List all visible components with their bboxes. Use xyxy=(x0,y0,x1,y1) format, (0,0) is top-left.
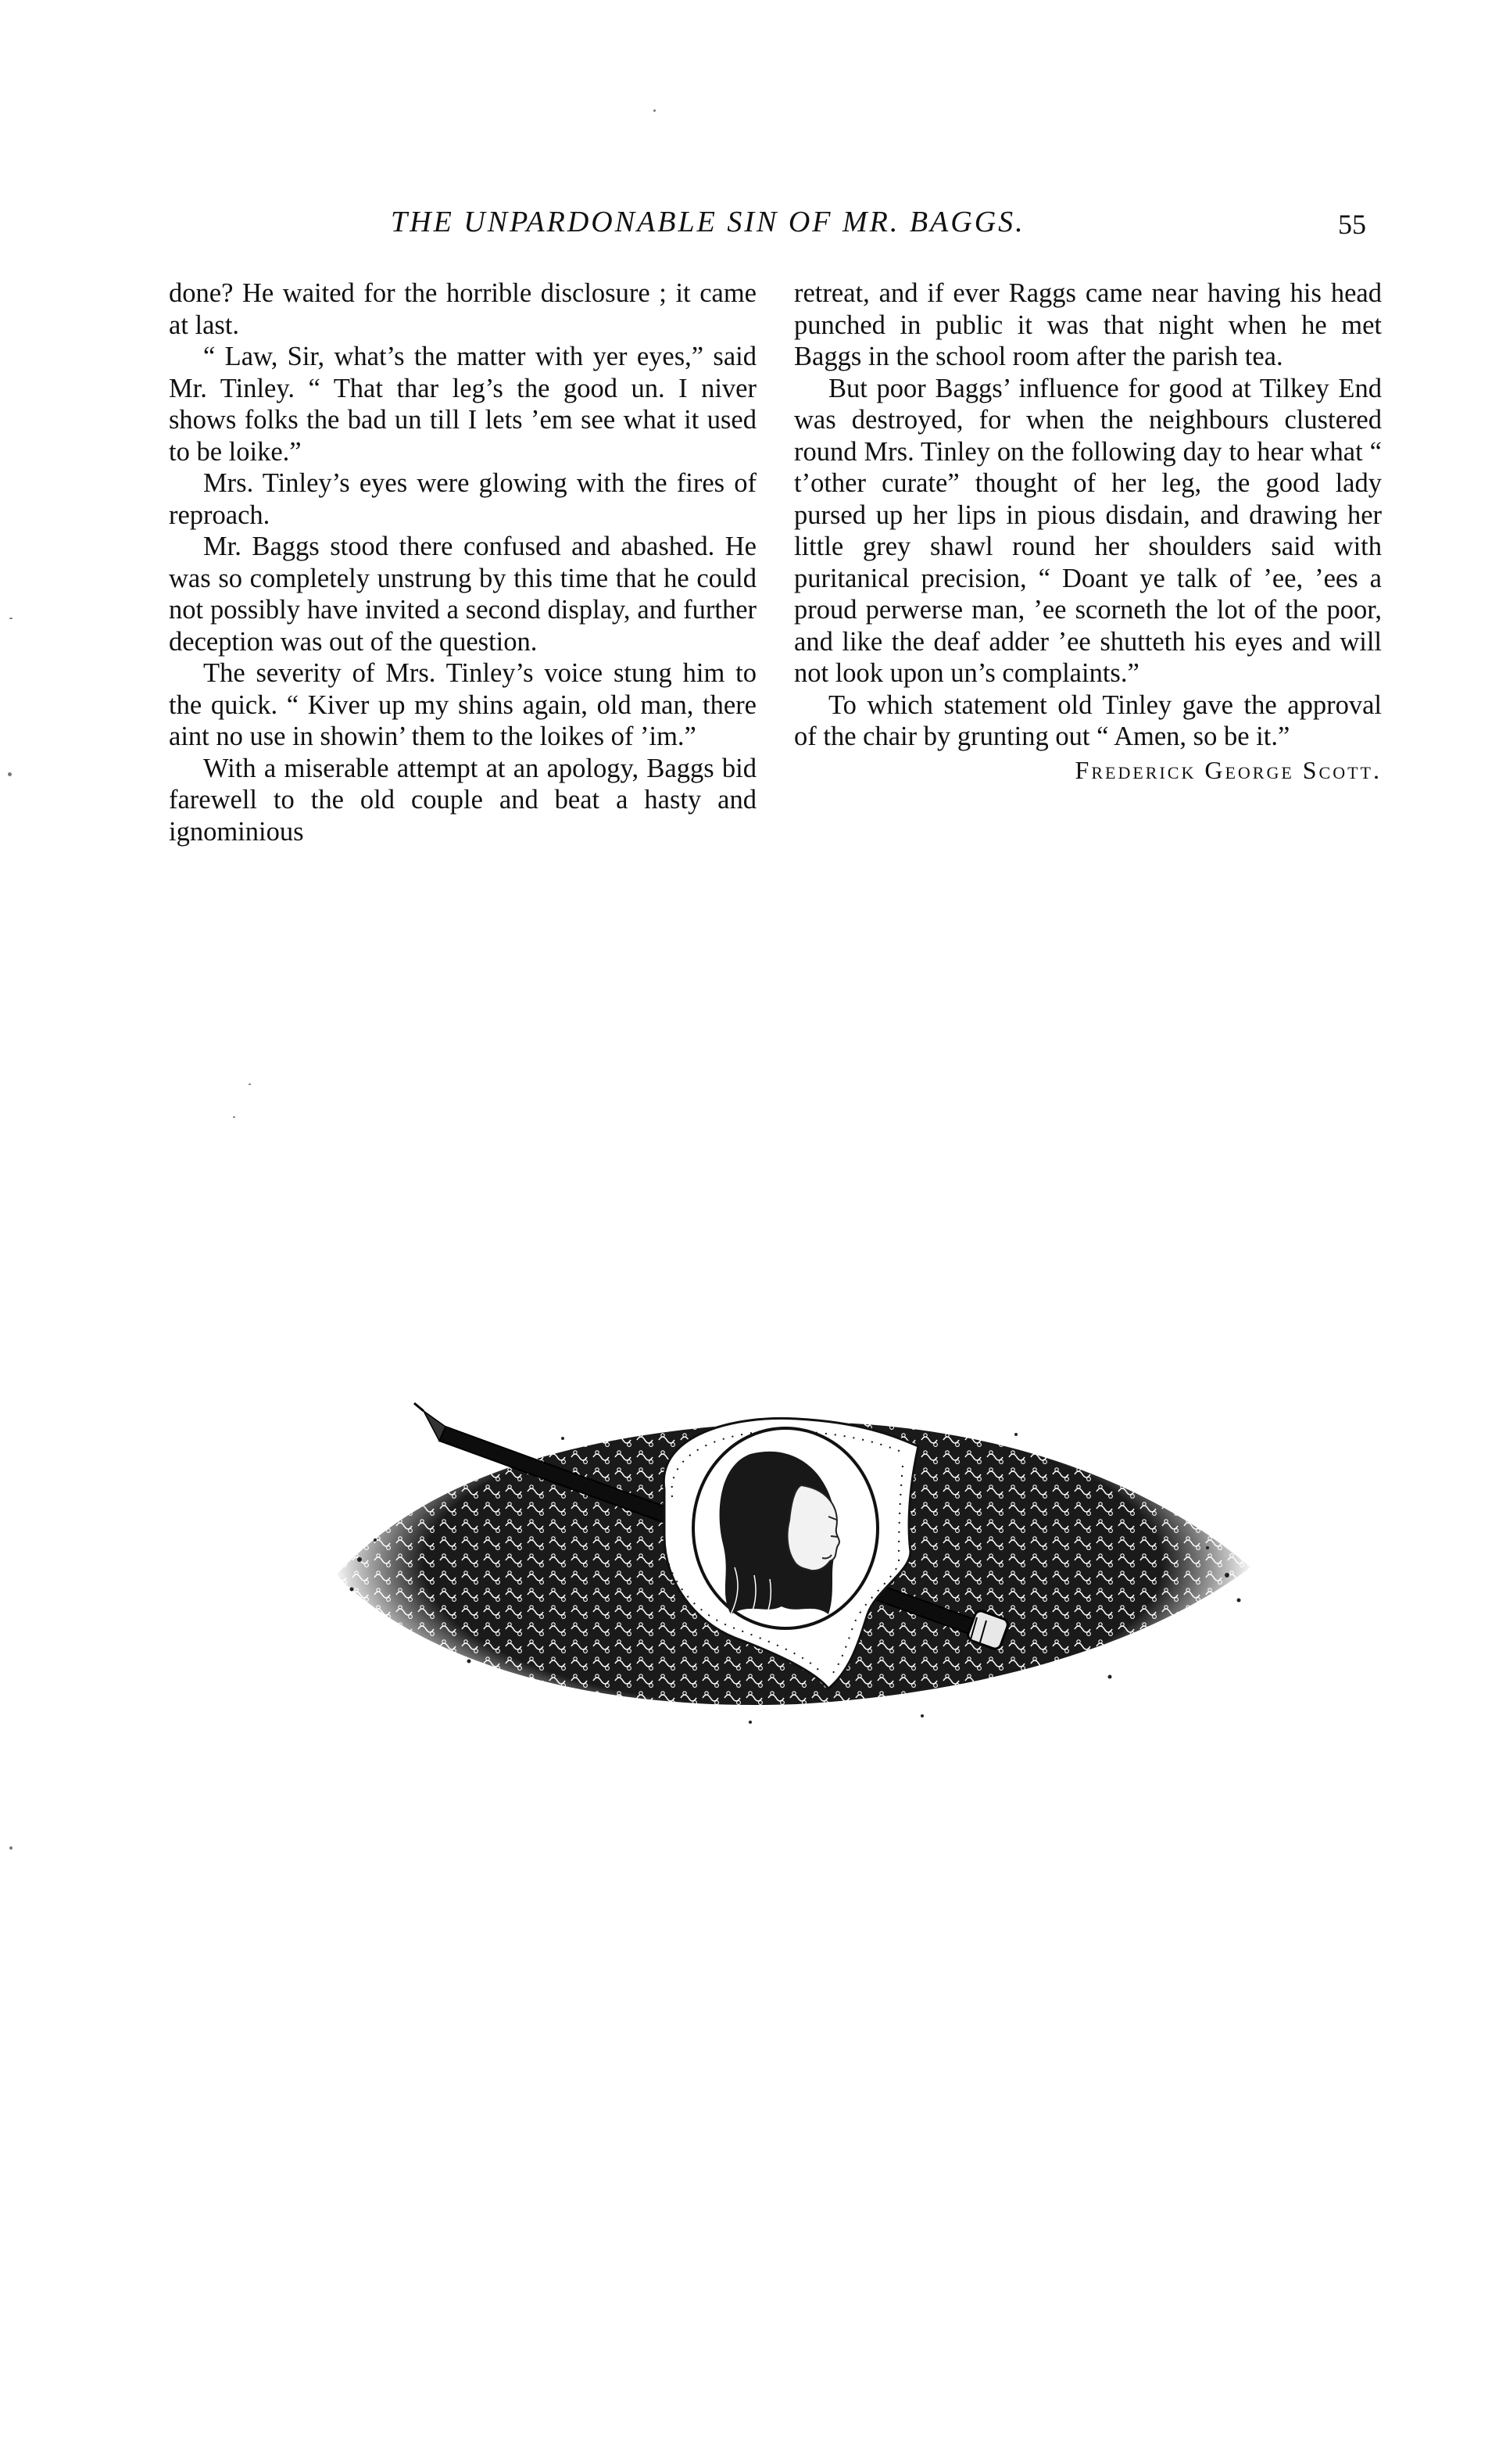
scan-speck xyxy=(653,109,656,112)
scan-speck xyxy=(249,1083,251,1085)
paragraph: With a miserable attempt at an apology, Baggs bid farewell to the old couple and beat a hasty and ignominious xyxy=(169,753,757,847)
portrait-illustration xyxy=(693,1428,878,1628)
running-title: THE UNPARDONABLE SIN OF MR. BAGGS. xyxy=(391,206,1025,238)
right-column xyxy=(794,278,1382,786)
page-number: 55 xyxy=(1338,209,1366,240)
left-column xyxy=(169,278,757,847)
scan-speck xyxy=(9,618,13,619)
scan-speck xyxy=(8,772,12,776)
paragraph: Mrs. Tinley’s eyes were glowing with the fires of reproach. xyxy=(169,468,757,530)
paragraph: But poor Baggs’ influence for good at Tilkey End was destroyed, for when the neighbours clustered round Mrs. Tinley on the following day to hear what “ t’other curate” thought of her leg, the good lady pursed up her lips in pious disdain, and drawing her little grey shawl round her shoulders said with puritanical precision, “ Doant ye talk of ’ee, ’ees a proud perwerse man, ’ee scorneth the lot of the poor, and like the deaf adder ’ee shutteth his eyes and will not look upon un’s complaints.” xyxy=(794,373,1382,688)
paragraph: “ Law, Sir, what’s the matter with yer eyes,” said Mr. Tinley. “ That thar leg’s the good un. I niver shows folks the bad un till I lets ’em see what it used to be loike.” xyxy=(169,342,757,467)
scan-speck xyxy=(9,1846,13,1850)
paragraph: To which statement old Tinley gave the approval of the chair by grunting out “ Amen, so be it.” xyxy=(794,689,1382,751)
paragraph: retreat, and if ever Raggs came near having his head punched in public it was that night when he met Baggs in the school room after the parish tea. xyxy=(794,278,1382,371)
paragraph: done? He waited for the horrible disclosure ; it came at last. xyxy=(169,278,757,340)
author-signature: Frederick George Scott. xyxy=(1075,755,1382,784)
paragraph: The severity of Mrs. Tinley’s voice stung him to the quick. “ Kiver up my shins again, old man, there aint no use in showin’ them to the loikes of ’im.” xyxy=(169,658,757,751)
scan-speck xyxy=(233,1116,235,1118)
paragraph: Mr. Baggs stood there confused and abashed. He was so completely unstrung by this time that he could not possibly have invited a second display, and further deception was out of the question. xyxy=(169,532,757,657)
decorative-vignette xyxy=(328,1380,1258,1747)
